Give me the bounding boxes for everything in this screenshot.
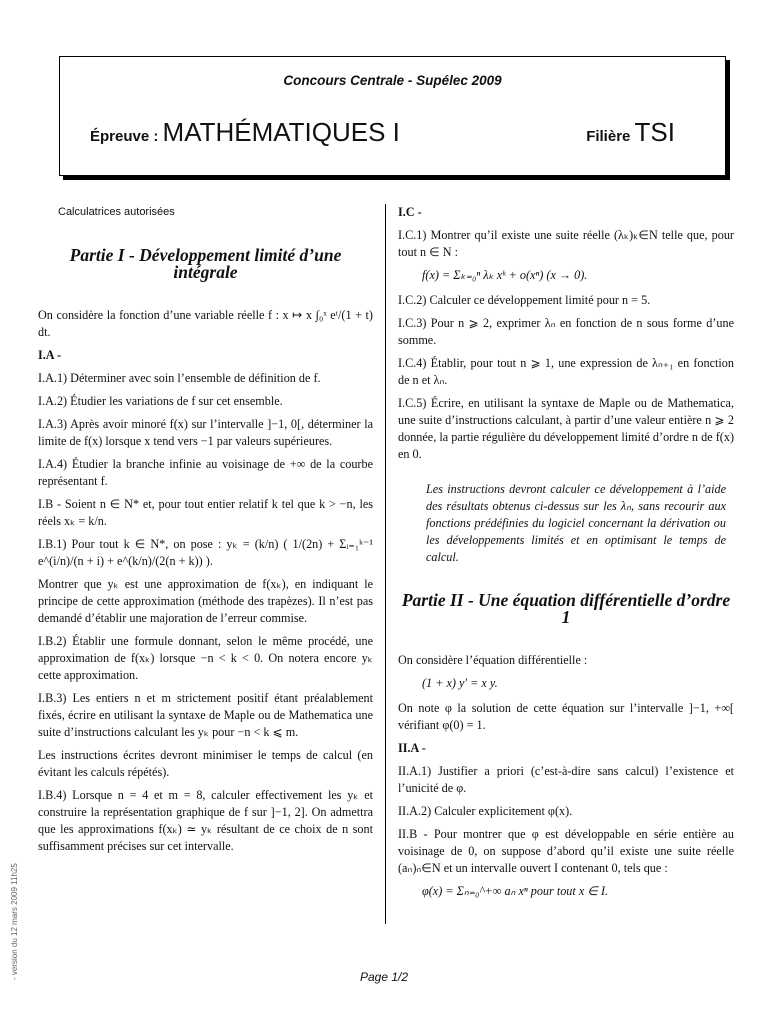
- question-IC3: I.C.3) Pour n ⩾ 2, exprimer λₙ en fonction de n sous forme d’une somme.: [398, 316, 734, 347]
- question-IC4: I.C.4) Établir, pour tout n ⩾ 1, une expression de λₙ₊₁ en fonction de n et λₙ.: [398, 356, 734, 387]
- equation-IC1: f(x) = Σₖ₌₀ⁿ λₖ xᵏ + o(xⁿ) (x → 0).: [422, 268, 588, 282]
- part2-title: Partie II - Une équation différentielle d’ordre 1: [401, 590, 731, 627]
- question-IB4: I.B.4) Lorsque n = 4 et m = 8, calculer effectivement les yₖ et construire la représentation graphique de f sur ]−1, 2]. On admettra que les approximations f(xₖ) ≃ yₖ résultant de ce choix de n sont suffisamment précises sur cet intervalle.: [38, 788, 373, 853]
- question-IB1: I.B.1) Pour tout k ∈ N*, on pose : yₖ = (k/n) ( 1/(2n) + Σᵢ₌₁ᵏ⁻¹ e^(i/n)/(n + i) + e^(k/n)/(2(n + k)) ).: [38, 537, 373, 568]
- part2-intro: On considère l’équation différentielle :: [398, 653, 588, 667]
- exam-title: MATHÉMATIQUES I: [162, 117, 400, 147]
- left-column: [38, 204, 373, 861]
- part1-intro: On considère la fonction d’une variable réelle f : x ↦ x ∫₀ˣ eᵗ/(1 + t) dt.: [38, 308, 373, 339]
- version-note: - version du 12 mars 2009 11h25: [10, 863, 19, 980]
- section-IA-heading: I.A -: [38, 348, 62, 362]
- question-IA3: I.A.3) Après avoir minoré f(x) sur l’intervalle ]−1, 0[, déterminer la limite de f(x) lorsque x tend vers −1 par valeurs supérieures.: [38, 417, 373, 448]
- question-IC5: I.C.5) Écrire, en utilisant la syntaxe de Maple ou de Mathematica, une suite d’instructions calculant, à partir d’une valeur entière n ⩾ 2 donnée, la partie régulière du développement limité d’ordre n de f(x) en 0.: [398, 396, 734, 461]
- question-IIA2: II.A.2) Calculer explicitement φ(x).: [398, 804, 573, 818]
- calculators-note: Calculatrices autorisées: [58, 206, 175, 218]
- filiere-label: Filière: [586, 128, 631, 145]
- equation-differential: (1 + x) y′ = x y.: [422, 676, 498, 690]
- page-number: Page 1/2: [359, 970, 409, 984]
- epreuve: [90, 117, 400, 148]
- question-IB2: I.B.2) Établir une formule donnant, selon le même procédé, une approximation de f(xₖ) lorsque −n < k < 0. On notera encore yₖ cette approximation.: [38, 634, 373, 682]
- part1-title: Partie I - Développement limité d’une intégrale: [69, 245, 342, 282]
- section-IB-text: I.B - Soient n ∈ N* et, pour tout entier relatif k tel que k > −n, les réels xₖ = k/n.: [38, 497, 373, 528]
- question-IB3-note: Les instructions écrites devront minimiser le temps de calcul (en évitant les calculs répétés).: [38, 748, 373, 779]
- phi-definition: On note φ la solution de cette équation sur l’intervalle ]−1, +∞[ vérifiant φ(0) = 1.: [398, 701, 734, 732]
- section-IC-heading: I.C -: [398, 205, 422, 219]
- column-divider: [385, 204, 386, 924]
- contest-name: Concours Centrale - Supélec 2009: [283, 73, 502, 88]
- question-IA4: I.A.4) Étudier la branche infinie au voisinage de +∞ de la courbe représentant f.: [38, 457, 373, 488]
- equation-IIB: φ(x) = Σₙ₌₀^+∞ aₙ xⁿ pour tout x ∈ I.: [422, 884, 609, 898]
- exam-header: [59, 56, 726, 176]
- filiere-value: TSI: [634, 117, 675, 147]
- question-IC2: I.C.2) Calculer ce développement limité pour n = 5.: [398, 293, 651, 307]
- question-IB1-paragraph: Montrer que yₖ est une approximation de f(xₖ), en indiquant le principe de cette approximation (méthode des trapèzes). Il n’est pas demandé d’établir une majoration de l’erreur commise.: [38, 577, 373, 625]
- question-IA1: I.A.1) Déterminer avec soin l’ensemble de définition de f.: [38, 371, 321, 385]
- section-IIB-text: II.B - Pour montrer que φ est développable en série entière au voisinage de 0, on suppose d’abord qu’il existe une suite réelle (aₙ)ₙ∈N et un intervalle ouvert I contenant 0, tels que :: [398, 827, 734, 875]
- question-IB3: I.B.3) Les entiers n et m strictement positif étant préalablement fixés, écrire en utilisant la syntaxe de Maple ou de Mathematica une suite d’instructions calculant les yₖ pour −n < k ⩽ m.: [38, 691, 373, 739]
- section-IIA-heading: II.A -: [398, 741, 426, 755]
- question-IA2: I.A.2) Étudier les variations de f sur cet ensemble.: [38, 394, 283, 408]
- epreuve-label: Épreuve :: [90, 128, 159, 145]
- filiere: [586, 117, 675, 148]
- question-IC-note: Les instructions devront calculer ce développement à l’aide des résultats obtenus ci-dessus sur les λₙ, sans recourir aux fonctions prédéfinies du logiciel concernant la dérivation ou les développements limités et en optimisant le temps de calcul.: [426, 482, 726, 564]
- right-column: [398, 204, 734, 908]
- question-IC1: I.C.1) Montrer qu’il existe une suite réelle (λₖ)ₖ∈N telle que, pour tout n ∈ N :: [398, 228, 734, 259]
- question-IIA1: II.A.1) Justifier a priori (c’est-à-dire sans calcul) l’existence et l’unicité de φ.: [398, 764, 734, 795]
